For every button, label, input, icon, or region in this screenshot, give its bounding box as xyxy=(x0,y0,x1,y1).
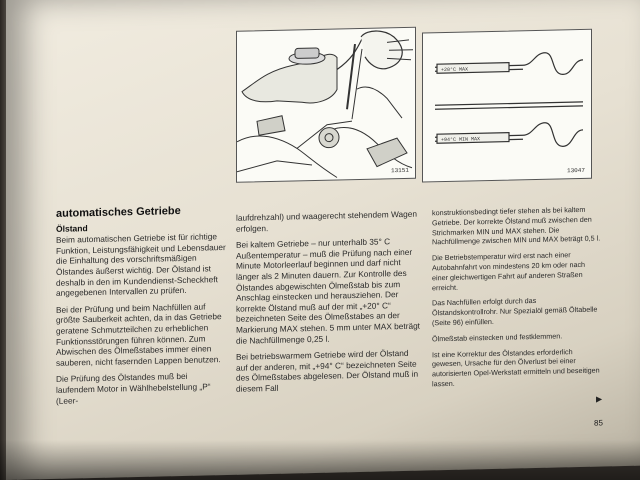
left-text-column xyxy=(56,205,226,412)
paragraph: Ist eine Korrektur des Ölstandes erforderlich gewesen, Ursache für den Ölverlust bei einer autorisierten Opel-Werkstatt ermitteln und beseitigen lassen. xyxy=(432,346,600,389)
paragraph: laufdrehzahl) und waagerecht stehendem Wagen erfolgen. xyxy=(236,208,417,234)
manual-page xyxy=(6,0,640,480)
continue-arrow-icon: ▶ xyxy=(596,394,603,404)
paragraph: konstruktionsbedingt tiefer stehen als bei kaltem Getriebe. Der korrekte Ölstand muß zwischen den Strichmarken MIN und MAX stehen. Die Nachfüllmenge zwischen MIN und MAX beträgt 0,5 l. xyxy=(432,204,601,247)
right-text-column xyxy=(432,204,602,395)
dipstick-markings-illustration xyxy=(422,29,592,183)
paragraph: Das Nachfüllen erfolgt durch das Ölstandskontrollrohr. Nur Spezialöl gemäß Öltabelle (Seite 96) einfüllen. xyxy=(432,296,598,328)
middle-text-column xyxy=(236,209,422,401)
paragraph: Beim automatischen Getriebe ist für richtige Funktion, Leistungsfähigkeit und Lebensdauer die Einhaltung des vorschriftsmäßigen Ölstandes äußerst wichtig. Der Ölstand ist deshalb in den im Kundendienst-Scheckheft angegebenen Intervallen zu prüfen. xyxy=(56,231,226,299)
paragraph: Die Prüfung des Ölstandes muß bei laufendem Motor in Wählhebelstellung „P“ (Leer- xyxy=(56,371,211,406)
paragraph: Bei betriebswarmem Getriebe wird der Ölstand auf der anderen, mit „+94° C“ bezeichneten Seite des Ölmeßstabes abgelesen. Der Ölstand muß in diesem Fall xyxy=(236,347,419,394)
subsection-heading: Ölstand xyxy=(56,222,88,234)
photo-shadow xyxy=(0,440,640,480)
page-number: 85 xyxy=(594,418,603,428)
paragraph: Bei der Prüfung und beim Nachfüllen auf größte Sauberkeit achten, da in das Getriebe geratene Schmutzteilchen zu erheblichen Funktionsstörungen führen können. Zum Abwischen des Ölmeßstabes immer einen sauberen, nicht fasernden Lappen benutzen. xyxy=(56,301,222,368)
paragraph: Die Betriebstemperatur wird erst nach einer Autobahnfahrt von mindestens 20 km oder nach einer gleichwertigen Fahrt auf anderen Straßen erreicht. xyxy=(432,250,586,292)
figure-number: 13151 xyxy=(390,166,409,175)
dipstick-drawing xyxy=(423,30,591,182)
dipstick-label-cold: +20°C MAX xyxy=(441,66,469,74)
engine-bay-drawing xyxy=(237,28,415,182)
paragraph: Ölmeßstab einstecken und festklemmen. xyxy=(432,331,563,344)
dipstick-label-warm: +94°C MIN MAX xyxy=(441,136,481,144)
engine-dipstick-illustration xyxy=(236,27,416,183)
section-heading: automatisches Getriebe xyxy=(56,205,181,220)
paragraph: Bei kaltem Getriebe – nur unterhalb 35° C Außentemperatur – muß die Prüfung nach einer Minute Motorleerlauf beginnen und darf nicht länger als 2 Minuten dauern. Zur Kontrolle des Ölstandes abgewischten Ölmeßstab bis zum Anschlag einstecken und herausziehen. Der korrekte Ölstand muß auf der mit „+20° C“ bezeichneten Seite des Ölmeßstabes an der Markierung MAX stehen. 5 mm unter MAX beträgt die Nachfüllmenge 0,25 l. xyxy=(236,236,420,346)
figure-number: 13047 xyxy=(566,166,585,175)
